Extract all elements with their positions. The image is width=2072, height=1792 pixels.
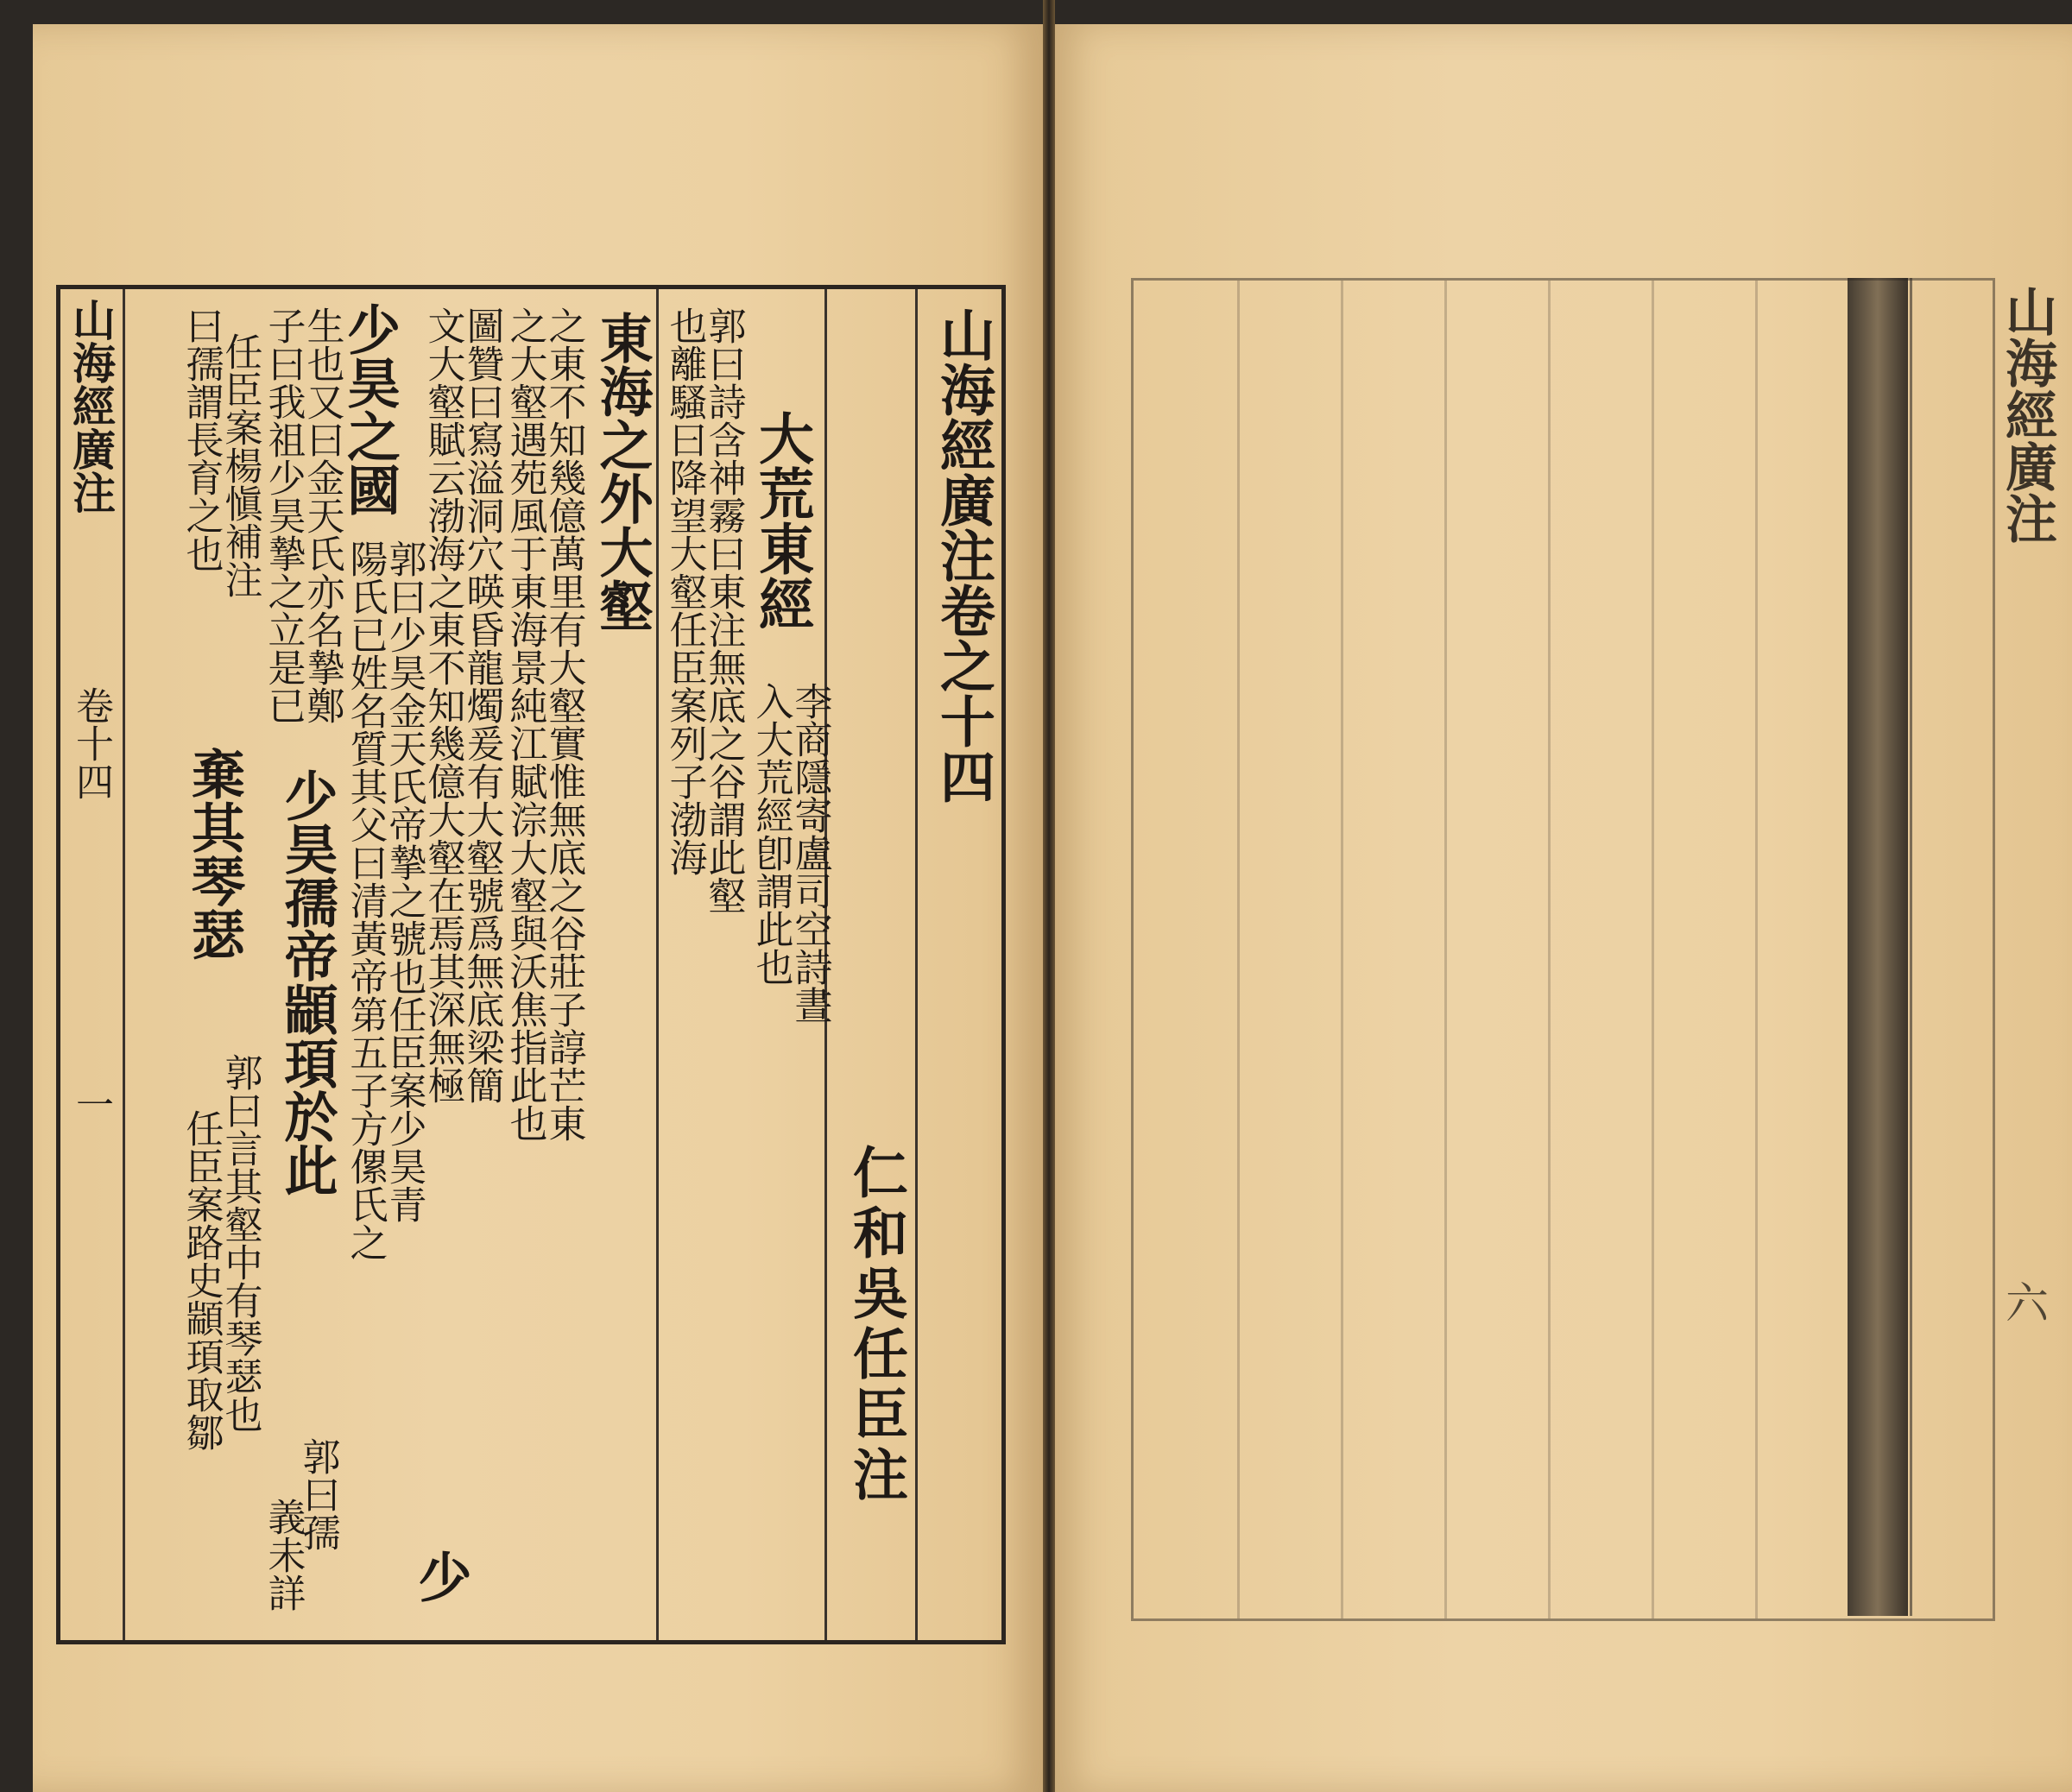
main-text-column <box>587 289 656 1640</box>
column-rule <box>1548 281 1551 1618</box>
right-margin-title-column <box>1997 285 2057 544</box>
margin-title: 山海經廣注 <box>66 298 117 514</box>
annotation-text: 李商隱寄盧司空詩晝 <box>787 682 832 1024</box>
chapter-title: 山海經廣注卷之十四 <box>931 306 995 804</box>
annotation-column <box>541 289 586 1640</box>
main-text: 少 <box>409 1549 472 1603</box>
annotation-text: 入大荒經卽謂此也 <box>749 682 793 986</box>
annotation-text: 之東不知幾億萬里有大壑實惟無底之谷莊子諄芒東 <box>541 306 586 1142</box>
annotation-text: 曰孺謂長育之也 <box>179 306 224 572</box>
annotation-column <box>787 289 832 1640</box>
author-line: 仁和吳任臣注 <box>843 1144 908 1506</box>
author-column <box>837 289 913 1640</box>
annotation-text: 生也又曰金天氏亦名摯鄭 <box>300 306 344 724</box>
annotation-text: 也離騷曰降望大壑任臣案列子渤海 <box>662 306 707 876</box>
annotation-column <box>343 289 388 1640</box>
annotation-text: 文大壑賦云渤海之東不知幾億大壑在焉其深無極 <box>420 306 465 1104</box>
column-rule <box>1341 281 1343 1618</box>
right-folio: 六 <box>2006 1278 2049 1328</box>
column-rule <box>1652 281 1654 1618</box>
column-rule <box>1755 281 1758 1618</box>
annotation-column <box>261 289 306 1640</box>
annotation-text: 陽氏已姓名質其父曰清黃帝第五子方傫氏之 <box>343 539 388 1261</box>
annotation-text: 郭曰孺 <box>295 1437 340 1551</box>
annotation-text: 義未詳 <box>261 1498 306 1612</box>
right-margin-band <box>1910 278 1994 1616</box>
annotation-text: 子曰我祖少昊摯之立是已 <box>261 306 306 724</box>
book-gutter <box>1043 0 1055 1792</box>
margin-juan: 卷十四 <box>69 686 113 800</box>
main-text: 少昊之國 <box>338 302 401 516</box>
annotation-column <box>382 289 426 1640</box>
main-text-column <box>409 289 492 1640</box>
main-text: 少昊孺帝顓頊於此 <box>275 768 338 1196</box>
annotation-column <box>502 289 547 1640</box>
annotation-text: 郭曰言其壑中有琴瑟也 <box>218 1053 262 1433</box>
annotation-column <box>218 289 262 1640</box>
margin-column <box>60 289 121 1640</box>
right-page-ink-bleed <box>1848 278 1908 1616</box>
margin-folio: 一 <box>69 1085 113 1123</box>
annotation-column <box>179 289 224 1640</box>
annotation-column <box>701 289 746 1640</box>
annotation-column <box>749 289 793 1640</box>
main-text: 棄其琴瑟 <box>182 747 246 961</box>
annotation-column <box>295 289 344 1640</box>
column-rule <box>915 289 918 1640</box>
chapter-title-column <box>924 289 1001 1640</box>
annotation-text: 任臣案路史顓頊取鄒 <box>179 1109 224 1451</box>
section-heading: 大荒東經 <box>749 410 814 631</box>
annotation-text: 郭曰詩含神霧曰東注無底之谷謂此壑 <box>701 306 746 914</box>
annotation-text: 之大壑遇苑風于東海景純江賦淙大壑與沃焦指此也 <box>502 306 547 1142</box>
column-rule <box>656 289 659 1640</box>
main-text: 東海之外大壑 <box>591 311 654 632</box>
right-margin-title: 山海經廣注 <box>1997 285 2057 544</box>
annotation-text: 圖贊曰寫溢洞穴暎昏龍燭爰有大壑號爲無底梁簡 <box>459 306 504 1104</box>
column-rule <box>123 289 125 1640</box>
column-rule <box>1237 281 1240 1618</box>
left-text-frame <box>56 285 1006 1644</box>
annotation-text: 任臣案楊愼補注 <box>218 332 262 598</box>
column-rule <box>1444 281 1447 1618</box>
annotation-text: 郭曰少昊金天氏帝摯之號也任臣案少昊青 <box>382 539 426 1223</box>
annotation-column <box>662 289 707 1640</box>
